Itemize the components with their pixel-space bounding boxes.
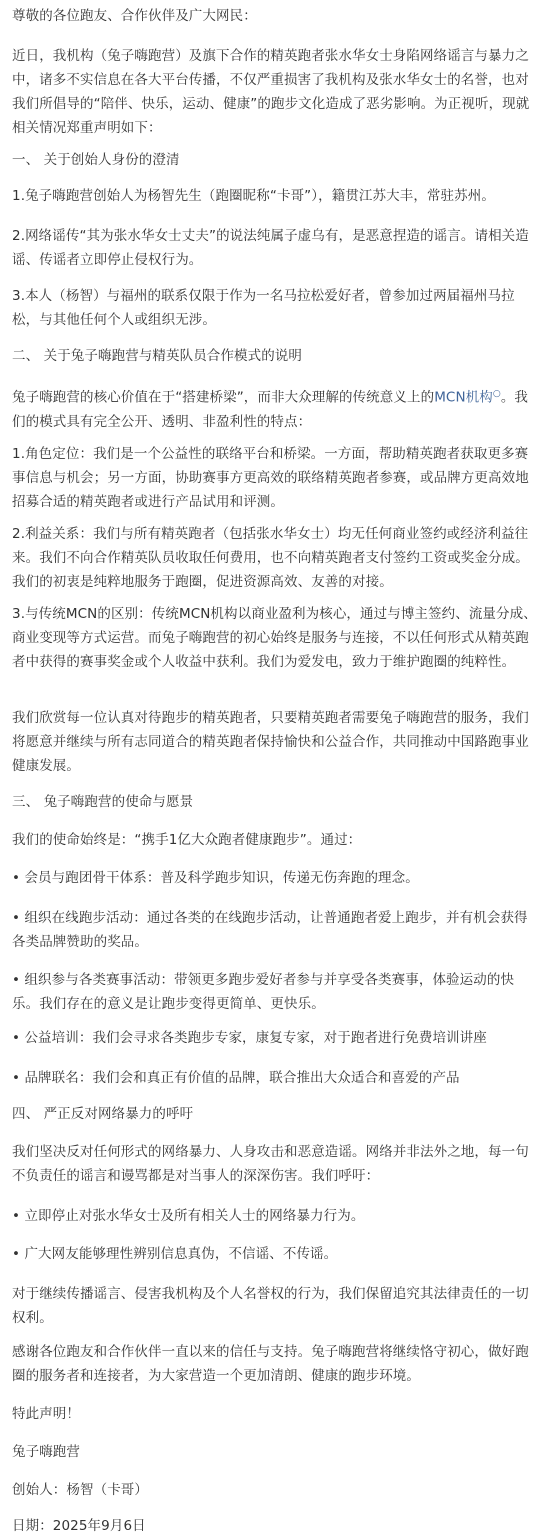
mcn-link[interactable]: MCN机构	[434, 389, 493, 406]
special-statement: 特此声明！	[12, 1406, 80, 1422]
section4-intro: 我们坚决反对任何形式的网络暴力、人身攻击和恶意造谣。网络并非法外之地，每一句不负责任的谣言和谩骂都是对当事人的深深伤害。我们呼吁：	[12, 1144, 529, 1184]
section2-intro-tail: 。我们的模式具有完全公开、透明、非盈利性的特点：	[12, 389, 529, 430]
mission-bullet-1: • 会员与跑团骨干体系：普及科学跑步知识，传递无伤奔跑的理念。	[12, 870, 419, 886]
intro-paragraph: 近日，我机构（兔子嗨跑营）及旗下合作的精英跑者张水华女士身陷网络谣言与暴力之中，诸多不实信息在各大平台传播，不仅严重损害了我机构及张水华女士的名誉，也对我们所倡导的“陪伴、快乐，运动、健康”的跑步文化造成了恶劣影响。为正视听，现就相关情况郑重声明如下：	[12, 48, 530, 136]
section3-heading: 三、 兔子嗨跑营的使命与愿景	[12, 794, 194, 810]
founder-signature: 创始人：杨智（卡哥）	[12, 1482, 148, 1498]
mission-bullet-4: • 公益培训：我们会寻求各类跑步专家，康复专家，对于跑者进行免费培训讲座	[12, 1030, 487, 1046]
thanks-paragraph: 感谢各位跑友和合作伙伴一直以来的信任与支持。兔子嗨跑营将继续恪守初心，做好跑圈的服务者和连接者，为大家营造一个更加清朗、健康的跑步环境。	[12, 1344, 529, 1384]
section2-intro	[12, 382, 540, 434]
section1-item-1: 1.兔子嗨跑营创始人为杨智先生（跑圈昵称“卡哥”），籍贯江苏大丰，常驻苏州。	[12, 188, 495, 204]
section1-item-2: 2.网络谣传“其为张水华女士丈夫”的说法纯属子虚乌有，是恶意捏造的谣言。请相关造谣、传谣者立即停止侵权行为。	[12, 228, 529, 268]
statement-date: 日期：2025年9月6日	[12, 1518, 146, 1534]
section4-heading: 四、 严正反对网络暴力的呼吁	[12, 1106, 194, 1122]
search-icon[interactable]: ○	[492, 389, 501, 399]
mission-statement: 我们的使命始终是：“携手1亿大众跑者健康跑步”。通过：	[12, 832, 362, 848]
mission-bullet-2: • 组织在线跑步活动：通过各类的在线跑步活动，让普通跑者爱上跑步，并有机会获得各类品牌赞助的奖品。	[12, 910, 528, 950]
section2-heading: 二、 关于兔子嗨跑营与精英队员合作模式的说明	[12, 348, 302, 364]
section1-heading: 一、 关于创始人身份的澄清	[12, 152, 180, 168]
section1-item-3: 3.本人（杨智）与福州的联系仅限于作为一名马拉松爱好者，曾参加过两届福州马拉松，与其他任何个人或组织无涉。	[12, 288, 515, 328]
appeal-bullet-1: • 立即停止对张水华女士及所有相关人士的网络暴力行为。	[12, 1208, 365, 1224]
mission-bullet-3: • 组织参与各类赛事活动：带领更多跑步爱好者参与并享受各类赛事，体验运动的快乐。我们存在的意义是让跑步变得更简单、更快乐。	[12, 972, 515, 1012]
section2-paragraph: 我们欣赏每一位认真对待跑步的精英跑者，只要精英跑者需要兔子嗨跑营的服务，我们将愿意并继续与所有志同道合的精英跑者保持愉快和公益合作，共同推动中国路跑事业健康发展。	[12, 710, 529, 774]
mission-bullet-5: • 品牌联名：我们会和真正有价值的品牌，联合推出大众适合和喜爱的产品	[12, 1070, 460, 1086]
section2-item-1: 1.角色定位：我们是一个公益性的联络平台和桥梁。一方面，帮助精英跑者获取更多赛事信息与机会；另一方面，协助赛事方更高效的联络精英跑者参赛，或品牌方更高效地招募合适的精英跑者或进行产品试用和评测。	[12, 446, 529, 510]
appeal-bullet-2: • 广大网友能够理性辨别信息真伪，不信谣、不传谣。	[12, 1246, 338, 1262]
organization-name: 兔子嗨跑营	[12, 1444, 80, 1460]
greeting: 尊敬的各位跑友、合作伙伴及广大网民：	[12, 8, 257, 24]
section2-item-3: 3.与传统MCN的区别：传统MCN机构以商业盈利为核心，通过与博主签约、流量分成、商业变现等方式运营。而兔子嗨跑营的初心始终是服务与连接，不以任何形式从精英跑者中获得的赛事奖金或个人收益中获利。我们为爱发电，致力于维护跑圈的纯粹性。	[12, 606, 537, 670]
legal-reserve: 对于继续传播谣言、侵害我机构及个人名誉权的行为，我们保留追究其法律责任的一切权利。	[12, 1286, 529, 1326]
section2-item-2: 2.利益关系：我们与所有精英跑者（包括张水华女士）均无任何商业签约或经济利益往来。我们不向合作精英队员收取任何费用，也不向精英跑者支付签约工资或奖金分成。我们的初衷是纯粹地服务于跑圈，促进资源高效、友善的对接。	[12, 526, 529, 590]
section2-intro-text: 兔子嗨跑营的核心价值在于“搭建桥梁”，而非大众理解的传统意义上的	[12, 389, 435, 406]
